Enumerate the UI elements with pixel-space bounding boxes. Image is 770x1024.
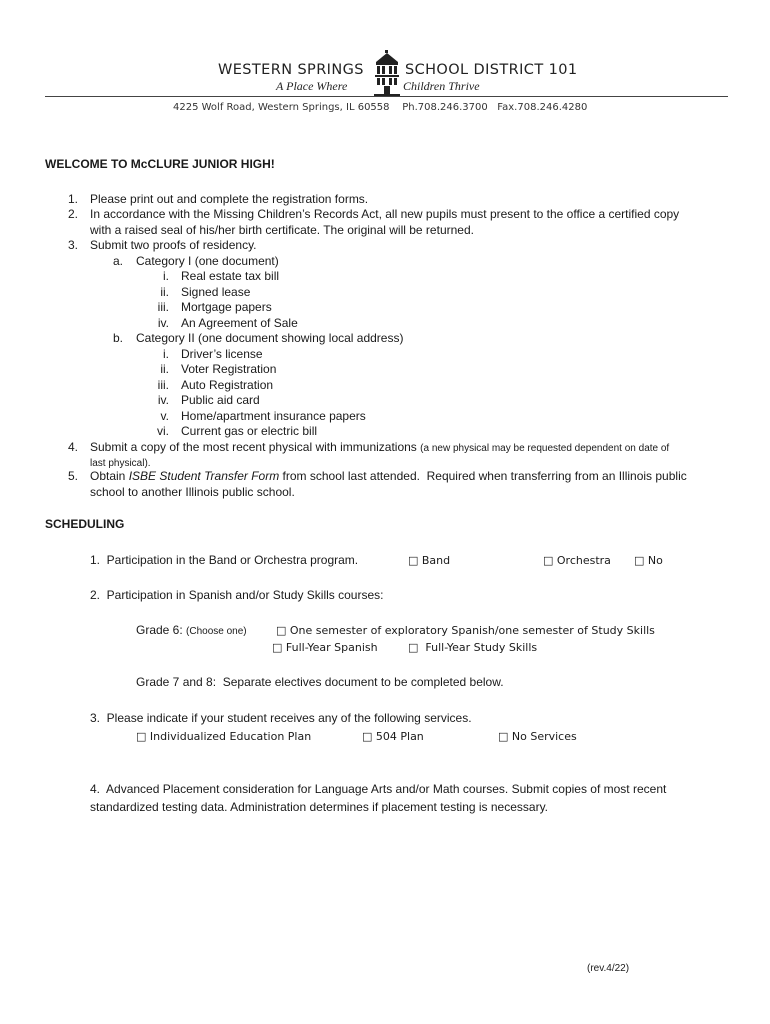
list-item-text: Auto Registration: [181, 378, 274, 392]
physical-note: last physical).: [90, 458, 151, 469]
services-question: 3. Please indicate if your student receives any of the following services.: [90, 711, 472, 725]
list-number: 1.: [67, 192, 78, 206]
list-item-text: Mortgage papers: [181, 300, 272, 314]
roman-number: ii.: [160, 362, 169, 376]
list-item-text: In accordance with the Missing Children’s Records Act, all new pupils must present to the office a certified copy: [90, 207, 680, 221]
tagline-left: A Place Where: [276, 79, 348, 93]
letterhead-divider: [45, 96, 728, 97]
no-services-checkbox[interactable]: □ No Services: [498, 730, 577, 743]
district-address: 4225 Wolf Road, Western Springs, IL 60558 Ph.708.246.3700 Fax.708.246.4280: [173, 102, 588, 113]
category-label: Category II (one document showing local address): [136, 331, 404, 345]
roman-number: ii.: [160, 285, 169, 299]
roman-number: iv.: [157, 316, 169, 330]
exploratory-spanish-checkbox[interactable]: □ One semester of exploratory Spanish/one semester of Study Skills: [276, 624, 655, 637]
list-item-text: Home/apartment insurance papers: [181, 409, 366, 423]
category-label: Category I (one document): [136, 254, 279, 268]
list-item-text: An Agreement of Sale: [181, 316, 298, 330]
list-item-text: [90, 440, 669, 457]
orchestra-checkbox[interactable]: □ Orchestra: [543, 554, 611, 567]
roman-number: iii.: [157, 300, 169, 314]
schoolhouse-icon: [372, 50, 402, 96]
advanced-placement-text: standardized testing data. Administration determines if placement testing is necessary.: [90, 800, 549, 814]
roman-number: iv.: [157, 393, 169, 407]
list-item-text: Current gas or electric bill: [181, 424, 318, 438]
list-item-text: school to another Illinois public school.: [90, 485, 295, 499]
roman-number: i.: [163, 269, 169, 283]
list-item-text: Please print out and complete the registration forms.: [90, 192, 369, 206]
scheduling-heading: SCHEDULING: [45, 517, 125, 531]
physical-text: Submit a copy of the most recent physical with immunizations: [90, 440, 417, 454]
list-item-text: with a raised seal of his/her birth certificate. The original will be returned.: [90, 223, 474, 237]
list-number: 3.: [67, 238, 78, 252]
list-item-text: Real estate tax bill: [181, 269, 280, 283]
list-item-text: Public aid card: [181, 393, 260, 407]
no-music-checkbox[interactable]: □ No: [634, 554, 663, 567]
physical-note: (a new physical may be requested dependent on date of: [420, 443, 670, 454]
full-year-study-skills-checkbox[interactable]: □ Full-Year Study Skills: [408, 641, 538, 654]
list-item-text: Voter Registration: [181, 362, 277, 376]
advanced-placement-text: 4. Advanced Placement consideration for Language Arts and/or Math courses. Submit copies of most recent: [90, 782, 667, 796]
grade78-note: Grade 7 and 8: Separate electives document to be completed below.: [136, 675, 504, 689]
list-item-text: Driver’s license: [181, 347, 263, 361]
transfer-form-name: ISBE Student Transfer Form: [128, 469, 280, 483]
list-item-text: Signed lease: [181, 285, 251, 299]
full-year-spanish-checkbox[interactable]: □ Full-Year Spanish: [272, 641, 378, 654]
roman-number: iii.: [157, 378, 169, 392]
list-number: 4.: [67, 440, 78, 454]
grade6-text: Grade 6:: [136, 623, 183, 637]
district-name-left: WESTERN SPRINGS: [218, 62, 364, 78]
roman-number: v.: [160, 409, 169, 423]
transfer-pre: Obtain: [90, 469, 129, 483]
roman-number: vi.: [157, 424, 169, 438]
band-orchestra-question: 1. Participation in the Band or Orchestra program.: [90, 553, 359, 567]
list-number: 2.: [67, 207, 78, 221]
504-plan-checkbox[interactable]: □ 504 Plan: [362, 730, 424, 743]
band-checkbox[interactable]: □ Band: [408, 554, 451, 567]
transfer-post: from school last attended. Required when transferring from an Illinois public: [279, 469, 687, 483]
tagline-right: Children Thrive: [403, 79, 480, 93]
revision-date: (rev.4/22): [587, 963, 630, 974]
sublist-letter: b.: [113, 331, 124, 345]
iep-checkbox[interactable]: □ Individualized Education Plan: [136, 730, 312, 743]
list-number: 5.: [67, 469, 78, 483]
grade6-note: (Choose one): [186, 626, 247, 637]
roman-number: i.: [163, 347, 169, 361]
district-name-right: SCHOOL DISTRICT 101: [405, 62, 578, 78]
list-item-text: Submit two proofs of residency.: [90, 238, 257, 252]
welcome-heading: WELCOME TO McCLURE JUNIOR HIGH!: [45, 157, 275, 171]
spanish-study-question: 2. Participation in Spanish and/or Study Skills courses:: [90, 588, 384, 602]
list-item-text: [90, 469, 687, 485]
grade6-label: [136, 623, 247, 640]
sublist-letter: a.: [113, 254, 124, 268]
